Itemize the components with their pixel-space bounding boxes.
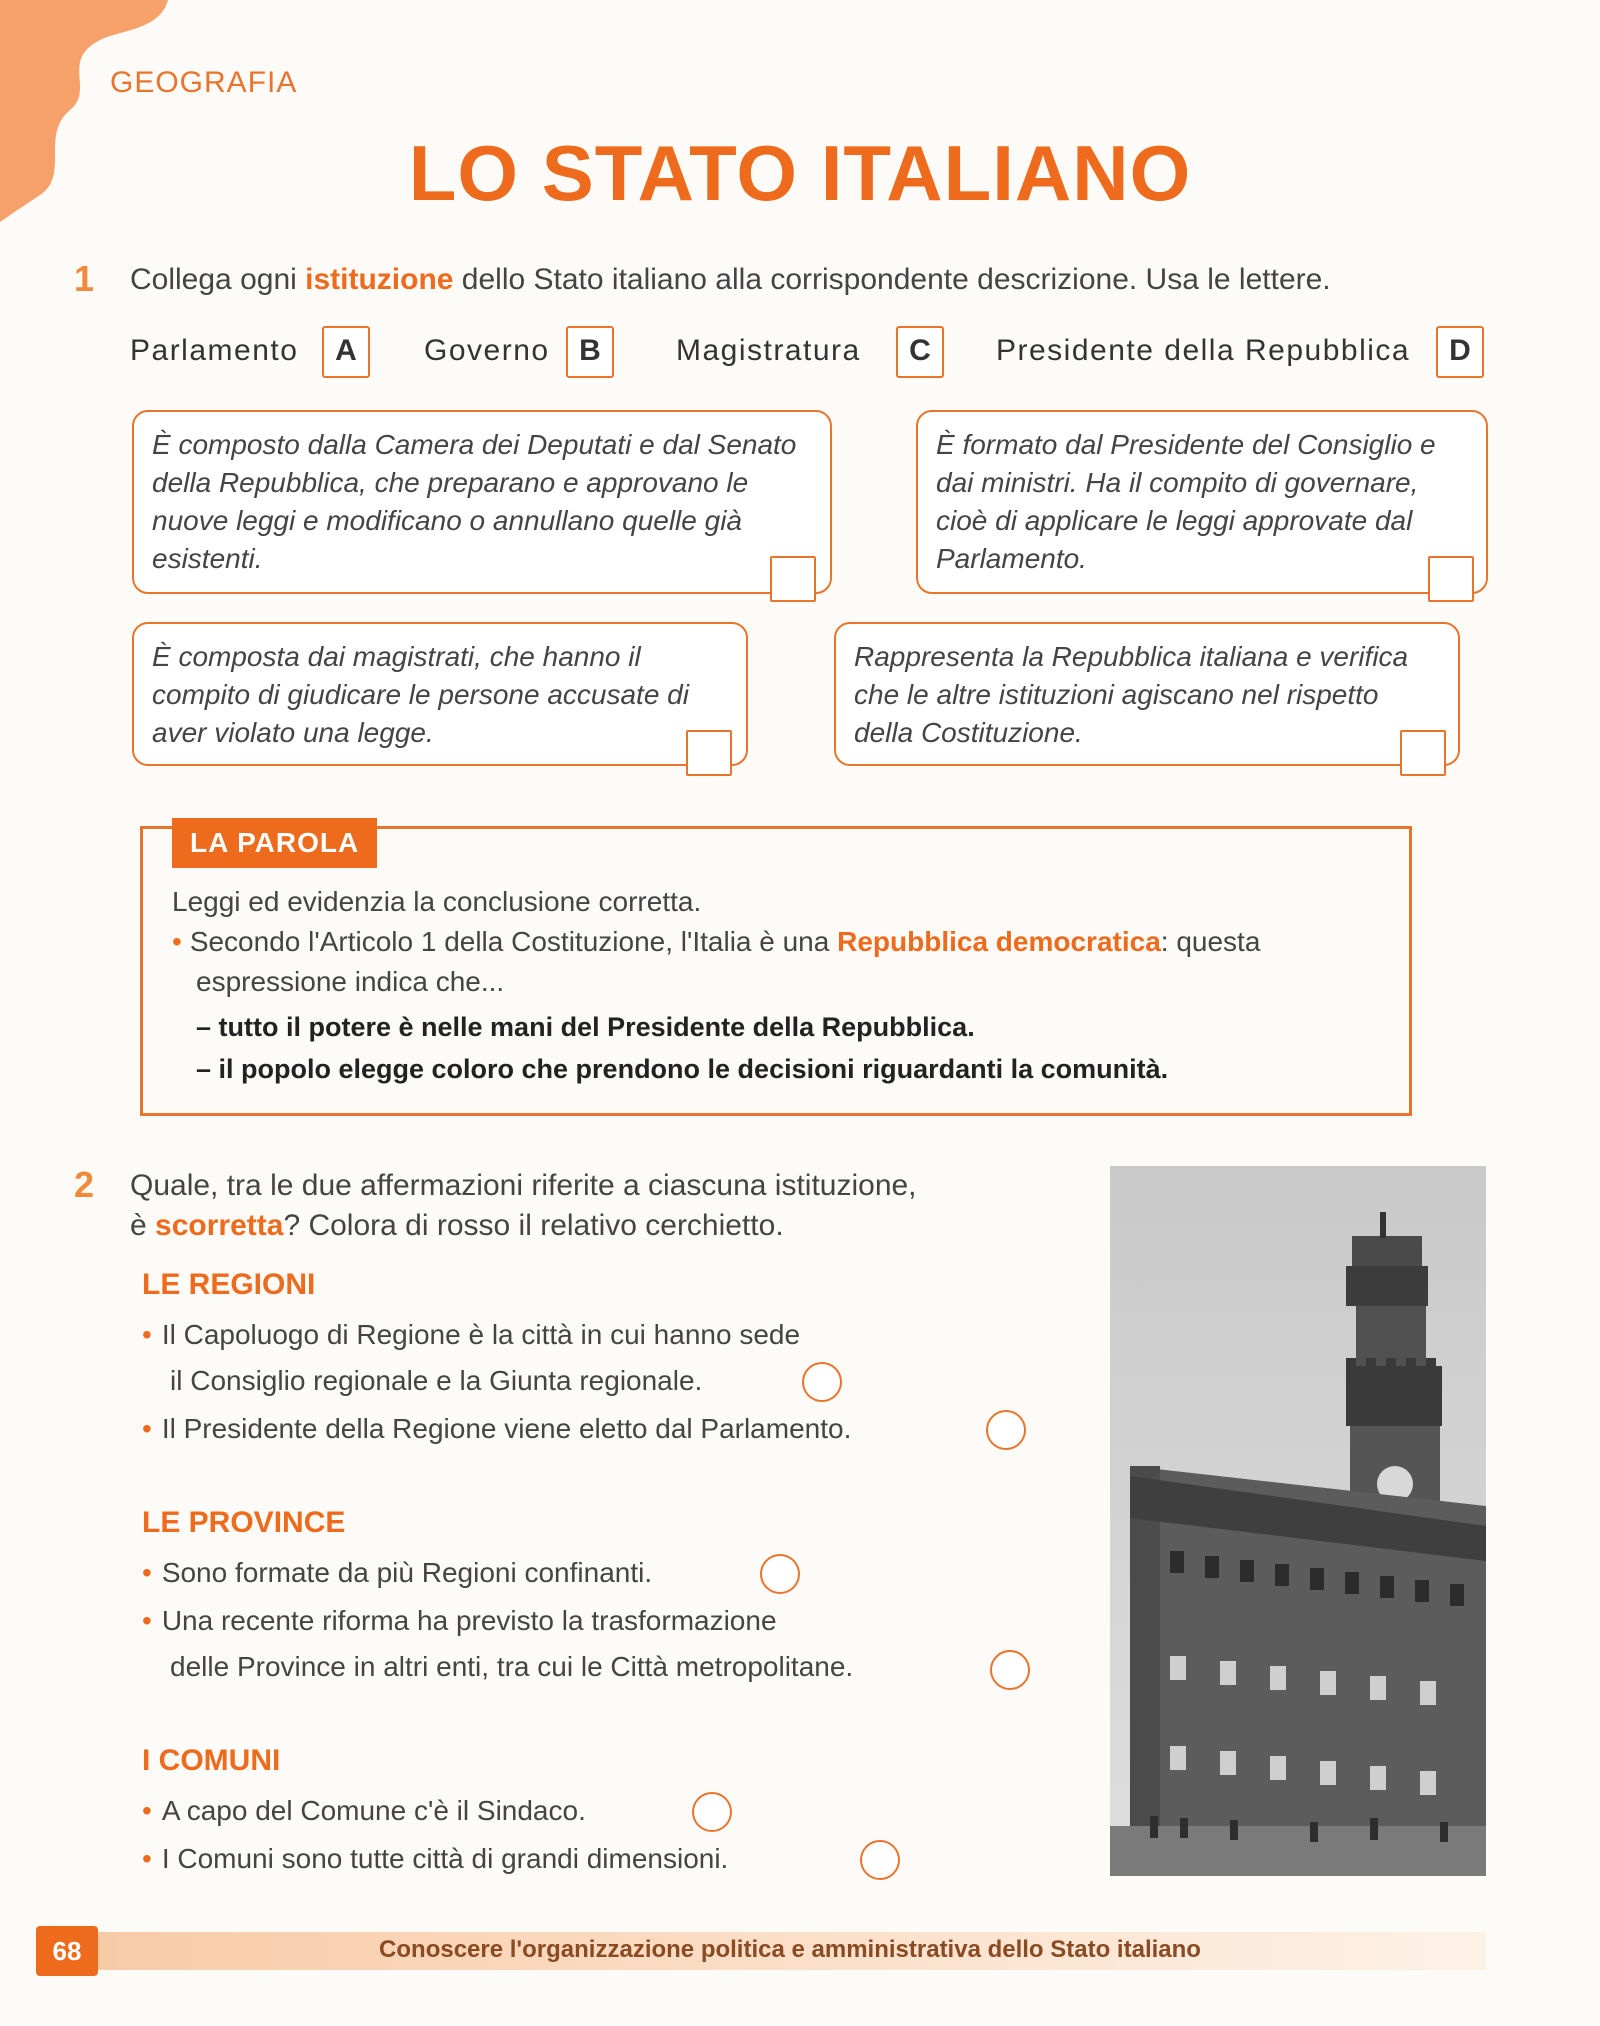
statement-text: il Consiglio regionale e la Giunta regionale. — [170, 1365, 703, 1396]
letter-box: C — [896, 326, 944, 378]
statement-text: Il Capoluogo di Regione è la città in cui hanno sede — [161, 1319, 801, 1350]
letter-box: B — [566, 326, 614, 378]
letter-box: A — [322, 326, 370, 378]
rule-instruction: Leggi ed evidenzia la conclusione corretta. — [172, 886, 702, 917]
instruction-text-end: dello Stato italiano alla corrispondente descrizione. Usa le lettere. — [453, 263, 1331, 296]
statement-item — [142, 1550, 652, 1596]
palazzo-photo — [1110, 1166, 1486, 1876]
instruction-highlight: scorretta — [155, 1209, 284, 1242]
rule-sentence-text: Secondo l'Articolo 1 della Costituzione, l'Italia è una — [189, 926, 838, 957]
description-text: Rappresenta la Repubblica italiana e verifica che le altre istituzioni agiscano nel rispetto della Costituzione. — [854, 641, 1409, 748]
exercise-instruction-line1: Quale, tra le due affermazioni riferite a ciascuna istituzione, — [130, 1169, 917, 1202]
footer-text: Conoscere l'organizzazione politica e amministrativa dello Stato italiano — [379, 1936, 1201, 1963]
rule-tag: LA PAROLA — [172, 818, 377, 868]
section-heading: I COMUNI — [142, 1744, 281, 1777]
answer-circle[interactable] — [990, 1650, 1030, 1690]
answer-circle[interactable] — [986, 1410, 1026, 1450]
rule-option[interactable]: – il popolo elegge coloro che prendono le decisioni riguardanti la comunità. — [196, 1054, 1169, 1084]
exercise-instruction — [130, 260, 1331, 300]
page-number: 68 — [36, 1926, 98, 1976]
statement-item — [142, 1312, 800, 1404]
rule-highlight: Repubblica democratica — [837, 926, 1161, 957]
bullet-dot: • — [142, 1319, 152, 1350]
section-heading: LE REGIONI — [142, 1268, 316, 1301]
statement-text: I Comuni sono tutte città di grandi dimensioni. — [161, 1843, 729, 1874]
answer-circle[interactable] — [860, 1840, 900, 1880]
description-text: È composta dai magistrati, che hanno il compito di giudicare le persone accusate di aver violato una legge. — [152, 641, 689, 748]
description-card — [916, 410, 1488, 594]
section-heading: LE PROVINCE — [142, 1506, 346, 1539]
description-card — [834, 622, 1460, 766]
page-title: LO STATO ITALIANO — [408, 129, 1192, 217]
institution-label: Governo — [424, 334, 550, 367]
statement-item — [142, 1406, 851, 1452]
exercise-number: 2 — [74, 1164, 95, 1205]
bullet-dot: • — [142, 1605, 152, 1636]
letter-box: D — [1436, 326, 1484, 378]
answer-box[interactable] — [770, 556, 816, 602]
institution-label: Parlamento — [130, 334, 299, 367]
statement-item — [142, 1788, 586, 1834]
bullet-dot: • — [142, 1843, 152, 1874]
statement-item — [142, 1836, 728, 1882]
subject-label: GEOGRAFIA — [110, 66, 298, 99]
rule-sentence-line2: espressione indica che... — [196, 966, 505, 997]
instruction-highlight: istituzione — [305, 263, 454, 296]
statement-text: Il Presidente della Regione viene eletto dal Parlamento. — [161, 1413, 852, 1444]
instruction-text: Collega ogni — [130, 263, 306, 296]
bullet-dot: • — [142, 1557, 152, 1588]
instruction-text: è — [130, 1209, 156, 1242]
answer-circle[interactable] — [760, 1554, 800, 1594]
rule-sentence-end: : questa — [1160, 926, 1261, 957]
instruction-text-end: ? Colora di rosso il relativo cerchietto. — [283, 1209, 784, 1242]
bullet-dot: • — [142, 1413, 152, 1444]
description-text: È formato dal Presidente del Consiglio e dai ministri. Ha il compito di governare, cioè di applicare le leggi approvate dal Parlamento. — [936, 429, 1436, 574]
exercise-number: 1 — [74, 258, 95, 299]
bullet-dot: • — [142, 1795, 152, 1826]
answer-box[interactable] — [1428, 556, 1474, 602]
institution-label: Magistratura — [676, 334, 861, 367]
exercise-instruction-line2 — [130, 1206, 784, 1246]
rule-sentence — [172, 922, 1260, 962]
answer-box[interactable] — [1400, 730, 1446, 776]
bullet-dot: • — [172, 926, 182, 957]
description-card — [132, 622, 748, 766]
statement-text: Sono formate da più Regioni confinanti. — [161, 1557, 653, 1588]
description-card — [132, 410, 832, 594]
answer-circle[interactable] — [692, 1792, 732, 1832]
rule-option[interactable]: – tutto il potere è nelle mani del Presidente della Repubblica. — [196, 1012, 975, 1042]
answer-circle[interactable] — [802, 1362, 842, 1402]
answer-box[interactable] — [686, 730, 732, 776]
institution-label: Presidente della Repubblica — [996, 334, 1411, 367]
statement-text: A capo del Comune c'è il Sindaco. — [161, 1795, 586, 1826]
description-text: È composto dalla Camera dei Deputati e dal Senato della Repubblica, che preparano e approvano le nuove leggi e modificano o annullano quelle già esistenti. — [152, 429, 797, 574]
statement-text: Una recente riforma ha previsto la trasformazione — [161, 1605, 777, 1636]
statement-text: delle Province in altri enti, tra cui le Città metropolitane. — [170, 1651, 854, 1682]
statement-item — [142, 1598, 853, 1690]
